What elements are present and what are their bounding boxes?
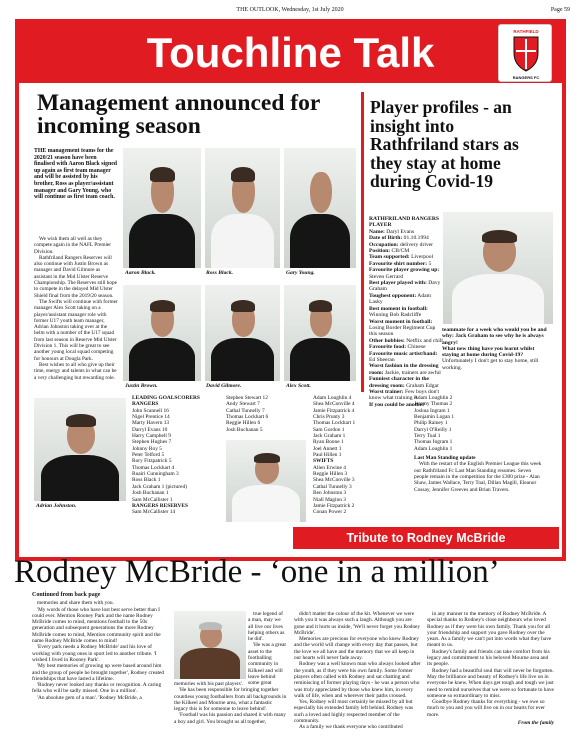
tribute-paragraph: Memories are precious for everyone who knew Rodney and the world will change with every day that passes, but the love we all have and the memory that we all keep in our hearts will never fade away. bbox=[294, 636, 419, 662]
tribute-paragraph: didn't matter the colour of the kit. Whenever we were with you it was always such a laugh. Although you are gone and it hurts us inside, 'We'll never forget you Rodney McBride'. bbox=[294, 611, 421, 636]
list-item: Andy Stewart 7 bbox=[226, 401, 260, 408]
list-item: Reggie Hillen 3 bbox=[313, 471, 348, 478]
caption-david: David Gilmore. bbox=[206, 383, 242, 389]
photo-ross-black bbox=[205, 148, 280, 268]
list-item: Harry Campbell 9 bbox=[132, 433, 171, 440]
list-item: Josh Buchanan 1 bbox=[132, 490, 169, 497]
list-item: Jack Graham 1 bbox=[313, 433, 346, 440]
list-item: Stephen Hughes 7 bbox=[132, 439, 172, 446]
list-item: Sam McCallister 1 bbox=[132, 496, 173, 503]
photo-david-gilmore bbox=[205, 285, 280, 381]
list-item: Ben Johnston 3 bbox=[313, 490, 347, 497]
list-item: Adam Loughlin 1 bbox=[414, 445, 453, 452]
list-item: Joel Annett 1 bbox=[313, 445, 342, 452]
goalscorers-col-2 bbox=[226, 395, 308, 433]
tribute-paragraph: in any manner to the memory of Rodney McBride. A special thanks to Rodney's close neighbours who loved Rodney as if they were his own family. Thank you for all your friendship and support you gave Rodney over the years. As a family we can't put into words what they have meant to us. bbox=[427, 611, 552, 649]
profile-item: Toughest opponent: Adam Lasky bbox=[369, 292, 431, 306]
profile-item: Best player played with: Davy Graham bbox=[369, 280, 441, 293]
photo-gary-young bbox=[284, 148, 356, 268]
list-item: Cathal Tunnelly 7 bbox=[226, 407, 265, 414]
crest-top-text: RATHFIELD bbox=[513, 29, 539, 34]
photo-aaron-black bbox=[123, 148, 201, 268]
tribute-col-2b: memories with his past players'. 'He has been responsible for bringing together countless young footballers from all backgrounds in the Kilkeel and Mourne area, what a fantastic legacy this is for someone to leave behind'. 'Football was his passion and shared it with many a boy and girl. You brought us all together, bbox=[174, 681, 287, 725]
list-item: Conan Power 2 bbox=[313, 509, 347, 516]
profile-item: Other hobbies: Netflix and chill bbox=[369, 337, 443, 344]
tribute-paragraph: 'Rodney never looked any thanks or recognition. A caring fella who will be sadly missed. One in a million'. bbox=[32, 682, 162, 695]
profile-item: Best moment in football: Winning Bob Radcliffe bbox=[369, 305, 428, 319]
list-item: Jack Graham 1 (pictured) bbox=[132, 483, 187, 490]
tribute-paragraph: 'An absolute gem of a man'. 'Rodney McBride, a bbox=[37, 694, 142, 701]
list-item: Thomas Lockhart 1 bbox=[313, 420, 356, 427]
list-item: Stephen Stewart 12 bbox=[226, 395, 268, 401]
profile-item: Date of Birth: 01.10.1994 bbox=[369, 235, 429, 242]
list-item: Thomas Ingram 1 bbox=[414, 439, 453, 446]
article-intro: THE management teams for the 2020/21 season have been finalised with Aaron Black signed up again as first team manager and will be assisted by his brother, Ross as player/assistant manager and Gary Young, who will continue as first team coach. bbox=[34, 148, 117, 201]
tribute-paragraph: 'He was a great asset to the footballing community in Kilkeel and will leave behind some great bbox=[248, 642, 286, 687]
last-man-text: With the restart of the English Premier League this week our Rathfriland Fc Last Man Standing resumes. Seven people remain in the competition for the £300 prize - Alan Shaw, James Wallace, Terry Toal, Dillan Magill, Eleanor Cossay, Jennifer Greeves and Brian Travers. bbox=[414, 461, 542, 493]
tribute-signoff: From the family bbox=[517, 720, 554, 727]
list-item: Joshua Ingram 1 bbox=[414, 407, 450, 414]
list-item: RANGERS RESERVES bbox=[132, 502, 188, 509]
section-banner: Touchline Talk bbox=[19, 23, 562, 83]
caption-aaron: Aaron Black. bbox=[125, 270, 156, 276]
tribute-paragraph: 'Football was his passion and shared it with many a boy and girl. You brought us all together, bbox=[174, 712, 286, 725]
list-item: LEADING GOALSCORERS bbox=[132, 395, 200, 401]
profile-details: RATHFRILAND RANGERS PLAYER Name: Daryl Evans Date of Birth: 01.10.1994 Occupation: delivery driver Position: CB/CM Team supported: Liverpool Favourite shirt number: 5 Favourite player growing up: Steven Gerrard Best player played with: Davy Graham Toughest opponent: Adam Lasky Best moment in football: Winning Bob Radcliffe Worst moment in football: Losing Border Regiment Cup this season Other hobbies: Netflix and chill Favourite food: Chinese Favourite music artist/band: Ed Sheeran Worst fashion in the dressing room: Jackie, trainers are awful Funniest character in the dressing room: Graham Edgar Worst trainer: Few boys don't know what training is If you could be another bbox=[369, 216, 443, 408]
profile-headline: Player profiles - an insight into Rathfriland stars as they stay at home during Covid-19 bbox=[370, 97, 519, 191]
goalscorers-col-3 bbox=[313, 395, 403, 516]
tribute-paragraph: Yes, Rodney will most certainly be missed by all but especially his extended family left behind. Rodney was such a loved and highly respected member of the community. bbox=[294, 699, 414, 725]
profile-item: Worst moment in football: Losing Border Regiment Cup this season bbox=[369, 318, 436, 338]
tribute-headline: Rodney McBride - ‘one in a million’ bbox=[14, 554, 500, 590]
tribute-paragraph: As a family we thank everyone who contributed bbox=[299, 724, 403, 731]
list-item: Shea McConville 4 bbox=[313, 401, 355, 408]
tribute-paragraph: Rodney was a well known man who always looked after the youth, as if they were his own family. Some former players often called with Rodney and sat chatting and reminiscing of former playing days - he was a person who was truly appreciated by those who knew him, in every walk of life, when and wherever their paths crossed. bbox=[294, 661, 421, 699]
profile-item: Favourite player growing up: Steven Gerrard bbox=[369, 267, 440, 280]
list-item: Johnny Roy 5 bbox=[132, 445, 162, 452]
caption-adrian: Adrian Johnston. bbox=[36, 503, 77, 509]
list-item: Darryl O'Reilly 1 bbox=[414, 426, 452, 433]
list-item: Jamie Fitzpatrick 4 bbox=[313, 407, 355, 414]
tribute-paragraph: 'He has been responsible for bringing together countless young footballers from all backgrounds in the Kilkeel and Mourne area, what a fantastic legacy this is for someone to leave behind'. bbox=[174, 687, 287, 713]
list-item: Marty Havern 13 bbox=[132, 420, 170, 427]
profile-item: Name: Daryl Evans bbox=[369, 228, 415, 235]
photo-alex-scott bbox=[284, 285, 356, 381]
profile-item: Favourite music artist/band: Ed Sheeran bbox=[369, 350, 438, 363]
tribute-col-1: Continued from back page memories and share them with you. 'My words of those who have lost best serve better than I could ever. Mention Rooney Park and the name Rodney McBride comes to mind, mentions football to the 50s generation and subsequent generations the more Rodney McBride comes to mind, Mention community spirit and the name Rodney McBride comes to mind! 'Every park needs a Rodney McBride' and his love of working with young ones in sport led to another tribute. 'I wished I lived in Rooney Park'. 'My best memories of growing up were based around him and the group of people he brought together', Rodney created friendships that have lasted a lifetime. 'Rodney never looked any thanks or recognition. A caring fella who will be sadly missed. One in a million'. 'An absolute gem of a man'. 'Rodney McBride, a bbox=[32, 592, 167, 701]
list-item: Peter Telford 5 bbox=[132, 452, 165, 459]
list-item: RANGERS bbox=[132, 401, 159, 408]
goalscorers-col-1 bbox=[132, 395, 220, 516]
page-number: Page 59 bbox=[550, 7, 570, 13]
list-item: Cathal Tunnelly 3 bbox=[313, 483, 352, 490]
list-item: Benjamin Logan 1 bbox=[414, 414, 455, 421]
list-item: Rory Fitzpatrick 5 bbox=[132, 458, 172, 465]
profile-item: Funniest character in the dressing room: Graham Edgar bbox=[369, 376, 439, 389]
list-item: Ruairi Cunningham 3 bbox=[132, 471, 179, 478]
caption-ross: Ross Black. bbox=[206, 270, 234, 276]
photo-justin-brown bbox=[123, 285, 201, 381]
list-item: Terry Toal 1 bbox=[414, 433, 441, 440]
photo-rodney-mcbride bbox=[174, 611, 246, 679]
list-item: Philip Rainey 1 bbox=[414, 420, 448, 427]
list-item: Ryan Boone 1 bbox=[313, 439, 344, 446]
tribute-col-3 bbox=[294, 611, 421, 731]
profile-item: Position: CB/CM bbox=[369, 248, 410, 255]
list-item: Sam McCallister 14 bbox=[132, 509, 176, 516]
tribute-col-4 bbox=[427, 611, 554, 726]
profile-continued: teammate for a week who would you be and why: Jack Graham to see why he is always angry! What new thing have you learnt whilst staying at home during Covid-19? Unfortunately I don't get to stay home, still working. bbox=[442, 327, 547, 371]
list-item: Paul Hillen 1 bbox=[313, 452, 342, 459]
profile-item: Worst trainer: Few boys don't know what training is bbox=[369, 388, 439, 402]
profile-item: Team supported: Liverpool bbox=[369, 254, 434, 261]
tribute-paragraph: Rodney had a beautiful soul that will never be forgotten. May the brilliance and beauty of Rodney's life live on in everyone he knew. When days get tough and tough we just need to remind ourselves that we were so fortunate to have someone so extraordinary to miss. bbox=[427, 667, 554, 699]
list-item: Chris Prunty 3 bbox=[313, 414, 345, 421]
list-item: Shea McConville 3 bbox=[313, 477, 355, 484]
list-item: SWIFTS bbox=[313, 458, 334, 465]
profile-item: Favourite shirt number: 5 bbox=[369, 260, 432, 267]
list-item: Thomas Lockhart 6 bbox=[226, 414, 269, 421]
list-item: Thomas Lockhart 4 bbox=[132, 464, 175, 471]
profile-item: Favourite food: Chinese bbox=[369, 344, 426, 351]
goalscorers-col-4 bbox=[414, 395, 544, 493]
list-item: Nigel Prentice 14 bbox=[132, 414, 170, 421]
last-man-title: Last Man Standing update bbox=[414, 455, 476, 462]
list-item: Jeremy Thomas 2 bbox=[414, 401, 453, 408]
list-item: Adam Loughlin 4 bbox=[313, 395, 352, 401]
photo-daryl-evans bbox=[443, 212, 553, 324]
list-item: Niall Maginn 3 bbox=[313, 496, 346, 503]
caption-gary: Gary Young. bbox=[286, 270, 315, 276]
article-body: We wish them all well as they compete again in the NAFL Premier Division. Rathfriland Rangers Reserves will also continue with Justin Brown as manager and David Gilmore as assistant in the Mid Ulster Reserve Championship. The Reserves still hope to compete in the delayed Mid Ulster Shield final from the 2019/20 season. The Swifts will continue with former manager Alex Scott taking on a player/assistant manager role with former U17 youth team manager, Adrian Johnston taking over at the helm with a number of the U17 squad from last season in Reserve Mid Ulster Division 1. This will be great to see another young local squad competing for honours at Dougla Park. Best wishes to all who give up their time, energy and talents in what can be a very challenging but rewarding role. bbox=[34, 236, 118, 381]
tribute-paragraph: memories and share them with you. bbox=[37, 600, 114, 607]
list-item: John Scannell 16 bbox=[132, 407, 169, 414]
profile-item: Worst fashion in the dressing room: Jackie, trainers are awful bbox=[369, 363, 441, 376]
tribute-paragraph: 'My words of those who have lost best serve better than I could ever. Mention Rooney Park and the name Rodney McBride comes to mind, mentions football to the 50s generation and subsequent generations the more Rodney McBride comes to mind, Mention community spirit and the name Rodney McBride comes to mind! bbox=[32, 606, 161, 645]
profile-item: If you could be another bbox=[369, 401, 425, 408]
header-dateline: THE OUTLOOK, Wednesday, 1st July 2020 bbox=[236, 7, 344, 13]
tribute-paragraph: Goodbye Rodney thanks for everything - we owe so much to you and you will live on in our hearts for ever more. bbox=[427, 699, 545, 718]
tribute-banner: Tribute to Rodney McBride bbox=[293, 527, 559, 549]
list-item: Darryl Evans 10 bbox=[132, 426, 168, 433]
tribute-paragraph: Rodney's family and friends can take comfort from his legacy and commitment to his beloved Mourne area and its people. bbox=[427, 648, 550, 668]
list-item: Allen Erwine 4 bbox=[313, 464, 346, 471]
list-item: Josh Buchanan 5 bbox=[226, 426, 263, 433]
tribute-paragraph: 'My best memories of growing up were based around him and the group of people he brought together', Rodney created friendships that have lasted a lifetime. bbox=[32, 663, 165, 682]
tribute-paragraph: 'Every park needs a Rodney McBride' and his love of working with young ones in sport led to another tribute. 'I wished I lived in Rooney Park'. bbox=[32, 644, 157, 663]
list-item: Jamie Fitzpatrick 2 bbox=[313, 502, 355, 509]
list-item: Sam Gordon 1 bbox=[313, 426, 345, 433]
crest-bottom-text: RANGERS FC bbox=[512, 75, 540, 80]
tribute-col-2a bbox=[248, 611, 286, 687]
page-header bbox=[0, 4, 580, 18]
photo-adrian-johnston bbox=[34, 398, 126, 501]
club-crest-logo bbox=[498, 24, 552, 82]
caption-alex: Alex Scott. bbox=[286, 383, 311, 389]
list-item: Adam Loughlin 2 bbox=[414, 395, 453, 401]
profile-item: Occupation: delivery driver bbox=[369, 241, 434, 248]
tribute-paragraph: true legend of a man, may we all live our lives helping others as he did'. bbox=[248, 611, 285, 643]
article-headline: Management announced for incoming season bbox=[37, 90, 320, 139]
caption-justin: Justin Brown. bbox=[125, 383, 158, 389]
list-item: Ross Black 1 bbox=[132, 477, 161, 484]
photo-jack-graham bbox=[226, 440, 306, 522]
profile-divider bbox=[361, 92, 364, 392]
list-item: Reggie Hillen 6 bbox=[226, 420, 261, 427]
